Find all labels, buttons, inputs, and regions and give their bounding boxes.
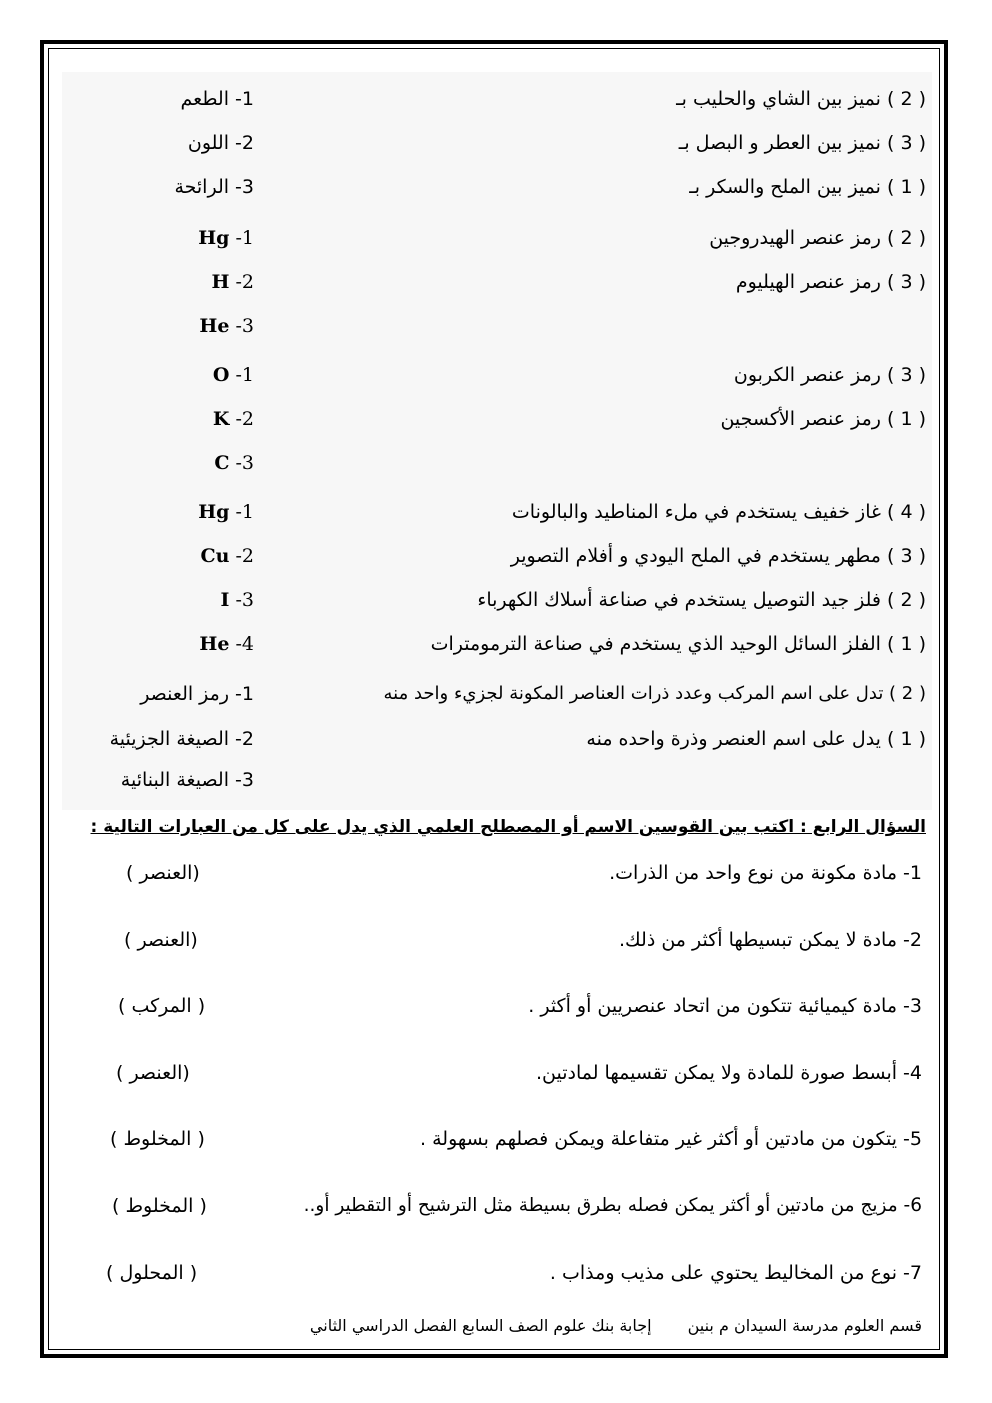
element-symbol: He: [199, 315, 230, 337]
page-footer: [310, 1316, 922, 1335]
symbol-option: [211, 270, 254, 294]
option-number: -2: [229, 545, 254, 567]
question: ( 3 ) رمز عنصر الهيليوم: [735, 271, 926, 293]
question: ( 3 ) نميز بين العطر و البصل بـ: [678, 132, 926, 154]
symbol-option: [221, 588, 254, 612]
element-symbol: Cu: [200, 545, 230, 567]
symbol-option: [199, 314, 254, 338]
option-number: -3: [229, 589, 254, 611]
statement: 7- نوع من المخاليط يحتوي على مذيب ومذاب .: [549, 1262, 922, 1284]
option-number: -1: [229, 227, 254, 249]
symbol-option: [198, 226, 254, 250]
element-symbol: C: [214, 452, 230, 474]
option-number: -3: [229, 315, 254, 337]
option: 1- رمز العنصر: [140, 683, 254, 705]
option-number: -4: [229, 633, 254, 655]
element-symbol: Hg: [198, 501, 230, 523]
statement: 3- مادة كيميائية تتكون من اتحاد عنصريين أو أكثر .: [528, 995, 922, 1017]
option: 2- اللون: [187, 132, 254, 154]
option-number: -3: [229, 452, 254, 474]
option: 1- الطعم: [180, 88, 254, 110]
section-heading: السؤال الرابع : اكتب بين القوسين الاسم أو المصطلح العلمي الذي يدل على كل من العبارات التالية :: [90, 817, 926, 837]
answer: ( المخلوط ): [110, 1128, 205, 1150]
option: 3- الرائحة: [174, 176, 254, 198]
statement: 5- يتكون من مادتين أو أكثر غير متفاعلة ويمكن فصلهم بسهولة .: [420, 1128, 922, 1150]
option-number: -2: [229, 408, 254, 430]
answer: ( العنصر): [124, 929, 198, 951]
element-symbol: I: [220, 589, 230, 611]
option-number: -2: [229, 271, 254, 293]
question: ( 1 ) يدل على اسم العنصر وذرة واحده منه: [586, 728, 926, 750]
question: ( 2 ) نميز بين الشاي والحليب بـ: [676, 88, 926, 110]
element-symbol: O: [212, 364, 230, 386]
element-symbol: Hg: [198, 227, 230, 249]
question: ( 1 ) نميز بين الملح والسكر بـ: [689, 176, 926, 198]
question: ( 2 ) فلز جيد التوصيل يستخدم في صناعة أسلاك الكهرباء: [477, 589, 926, 611]
symbol-option: [201, 544, 255, 568]
symbol-option: [198, 500, 254, 524]
symbol-option: [213, 407, 254, 431]
footer-school: قسم العلوم مدرسة السيدان م بنين: [687, 1316, 922, 1335]
symbol-option: [199, 632, 254, 656]
option-number: -1: [229, 364, 254, 386]
question: ( 3 ) مطهر يستخدم في الملح اليودي و أفلام التصوير: [510, 545, 926, 567]
answer: ( العنصر): [116, 1062, 190, 1084]
question: ( 2 ) رمز عنصر الهيدروجين: [709, 227, 926, 249]
statement: 1- مادة مكونة من نوع واحد من الذرات.: [609, 862, 922, 884]
answer: ( المخلوط ): [112, 1195, 207, 1217]
option: 3- الصيغة البنائية: [120, 769, 254, 791]
question: ( 1 ) رمز عنصر الأكسجين: [720, 408, 926, 430]
footer-title: إجابة بنك علوم الصف السابع الفصل الدراسي الثاني: [309, 1316, 652, 1335]
question: ( 2 ) تدل على اسم المركب وعدد ذرات العناصر المكونة لجزيء واحد منه: [383, 683, 926, 704]
option-number: -1: [229, 501, 254, 523]
answer: ( المركب ): [118, 995, 206, 1017]
symbol-option: [214, 451, 254, 475]
question: ( 4 ) غاز خفيف يستخدم في ملء المناطيد والبالونات: [511, 501, 926, 523]
answer: ( العنصر): [126, 862, 200, 884]
statement: 2- مادة لا يمكن تبسيطها أكثر من ذلك.: [619, 929, 922, 951]
question: ( 3 ) رمز عنصر الكربون: [733, 364, 926, 386]
element-symbol: He: [199, 633, 230, 655]
statement: 4- أبسط صورة للمادة ولا يمكن تقسيمها لمادتين.: [535, 1062, 922, 1084]
statement: 6- مزيج من مادتين أو أكثر يمكن فصله بطرق بسيطة مثل الترشيح أو التقطير أو..: [303, 1195, 922, 1216]
element-symbol: H: [211, 271, 230, 293]
element-symbol: K: [212, 408, 230, 430]
option: 2- الصيغة الجزيئية: [109, 728, 254, 750]
answer: ( المحلول ): [106, 1262, 198, 1284]
symbol-option: [213, 363, 254, 387]
question: ( 1 ) الفلز السائل الوحيد الذي يستخدم في صناعة الترمومترات: [430, 633, 926, 655]
